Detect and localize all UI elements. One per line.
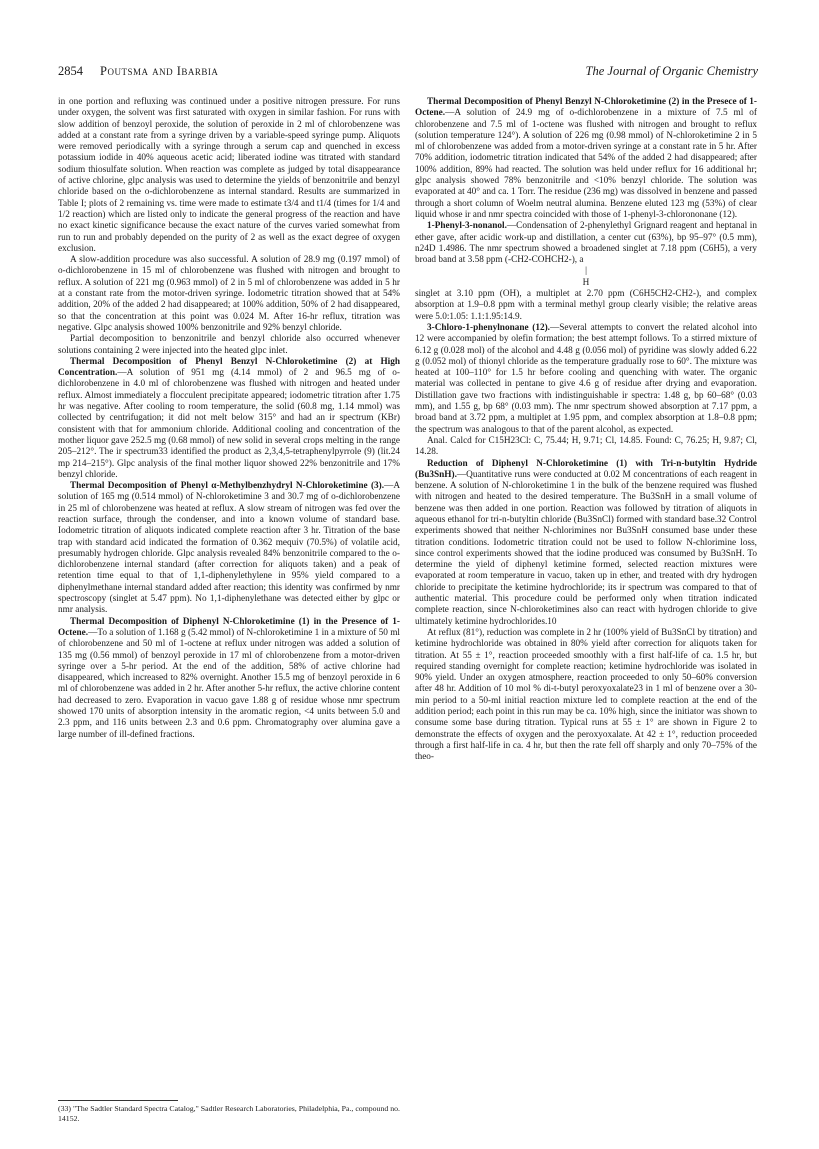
paragraph-text: —Several attempts to convert the related alcohol into 12 were accompanied by olefin formation; the best attempt follows. To a stirred mixture of 6.12 g (0.028 mol) of the alcohol and 4.48 g (0.056 mol) of pyridine was slowly added 6.22 g (0.052 mol) of thionyl chloride as the temperature gradually rose to 60°. The mixture was heated at 100–110° for 1.5 hr before cooling and quenching with water. The organic material was collected in pentane to give 4.6 g of residue after drying and evaporation. Distillation gave two fractions with indistinguishable ir spectra: 1.48 g, bp 60–68° (0.03 mm), and 1.55 g, bp 68° (0.03 mm). The nmr spectrum showed absorption at 7.17 ppm, a broad band at 3.72 ppm, a multiplet at 1.95 ppm, and complex absorption at 1.8–0.8 ppm; the spectrum was analogous to that of the parent alcohol, as expected. (415, 322, 757, 435)
paragraph-text: —To a solution of 1.168 g (5.42 mmol) of N-chloroketimine 1 in a mixture of 50 ml of chlorobenzene and 50 ml of 1-octene at reflux under nitrogen was added a solution of 135 mg (0.56 mmol) of benzoyl peroxide in 17 ml of chlorobenzene from a motor-driven syringe over a 5-hr period. At the end of the addition, 58% of active chlorine had disappeared, which increased to 82% overnight. Another 15.5 mg of benzoyl peroxide in 6 ml of chlorobenzene was added in 2 hr. After another 5-hr reflux, the active chlorine content had decreased to zero. Evaporation in vacuo gave 1.88 g of residue whose nmr spectrum showed 170 units of absorption intensity in the aromatic region, <4 units between 5.0 and 2.3 ppm, and 116 units between 2.3 and 0.6 ppm. Chromatography over alumina gave a large number of ill-defined fractions. (58, 627, 400, 740)
paragraph-text: in one portion and refluxing was continued under a positive nitrogen pressure. For runs under oxygen, the solvent was first saturated with oxygen in similar fashion. For runs with slow addition of benzoyl peroxide, the solution of peroxide in 2 ml of chlorobenzene was added at a constant rate from a syringe driven by a variable-speed syringe pump. Aliquots were removed periodically with a syringe through a serum cap and quenched in excess potassium iodide in 40% aqueous acetic acid; liberated iodine was titrated with standard sodium thiosulfate solution. When reaction was complete as judged by total disappearance of active chlorine, glpc analysis was used to determine the yields of benzonitrile and benzyl chloride based on the o-dichlorobenzene as internal standard. Results are summarized in Table I; plots of 2 remaining vs. time were made to estimate t3/4 and t1/4 (times for 1/4 and 1/2 reaction) which are listed only to indicate the general progress of the reaction and have no exact kinetic significance because the exact nature of the curves varied somewhat from run to run and probably depended on the purity of 2 as well as the exact degree of oxygen exclusion. (58, 97, 400, 254)
page-header (58, 64, 758, 80)
paragraph (415, 97, 757, 221)
paragraph (415, 221, 757, 266)
journal-title: The Journal of Organic Chemistry (585, 64, 758, 78)
paragraph-text: —Quantitative runs were conducted at 0.02 M concentrations of each reagent in benzene. A solution of N-chloroketimine 1 in the bulk of the benzene required was flushed with nitrogen and heated to the desired temperature. The Bu3SnH in a small volume of benzene was then added in one portion. Reaction was followed by titration of aliquots in aqueous ethanol for tri-n-butyltin chloride (Bu3SnCl) formed with standard base.32 Control experiments showed that neither N-chlorimines nor Bu3SnH consumed base under these titration conditions. Iodometric titration could not be used to follow N-chlorimine loss, since control experiments showed that the iodine produced was consumed by Bu3SnH. To determine the yield of diphenyl ketimine formed, selected reaction mixtures were evaporated at room temperature in vacuo, taken up in ether, and treated with dry hydrogen chloride to precipitate the ketimine hydrochloride; its ir spectrum was compared to that of authentic material. This procedure could be performed only when titration indicated complete reaction, since N-chloroketimines also can react with hydrogen chloride to give ultimately ketimine hydrochlorides.10 (415, 469, 757, 627)
paragraph (58, 617, 400, 741)
paragraph-text: singlet at 3.10 ppm (OH), a multiplet at 2.70 ppm (C6H5CH2-CH2-), and complex absorption at 1.9–0.8 ppm with a terminal methyl group clearly visible; the relative areas were 5.0:1.05: 1.1:1.95:14.9. (415, 289, 757, 322)
section-heading: Thermal Decomposition of Phenyl Benzyl N-Chloroketimine (2) in the Presece of 1-Octene. (415, 97, 757, 119)
paragraph-text: Anal. Calcd for C15H23Cl: C, 75.44; H, 9.71; Cl, 14.85. Found: C, 76.25; H, 9.87; Cl, 14.28. (415, 435, 757, 458)
paragraph-text: —A solution of 24.9 mg of o-dichlorobenzene in a mixture of 7.5 ml of chlorobenzene and 7.5 ml of 1-octene was flushed with nitrogen and brought to reflux (solution temperature 124°). A solution of 226 mg (0.98 mmol) of N-chloroketimine 2 in 5 ml of chlorobenzene was added from a motor-driven syringe at a constant rate in 5 hr. After 70% addition, iodometric titration indicated that 54% of the added 2 had disappeared; after 100% addition, 89% had reacted. The solution was held under reflux for 16 additional hr; glpc analysis showed 78% benzonitrile and <10% benzyl chloride. The solution was evaporated at 40° and ca. 1 Torr. The residue (236 mg) was dissolved in benzene and passed through a short column of Woelm neutral alumina. Benzene eluted 123 mg (53%) of clear liquid whose ir and nmr spectra coincided with those of 1-phenyl-3-chlorononane (12). (415, 108, 757, 220)
left-column (58, 97, 400, 1097)
section-heading: 1-Phenyl-3-nonanol. (427, 221, 507, 232)
page-number: 2854 (58, 64, 83, 78)
paragraph (58, 481, 400, 617)
right-column (415, 97, 757, 1097)
paragraph-text: —A solution of 951 mg (4.14 mmol) of 2 and 96.5 mg of o-dichlorobenzene in 4.0 ml of chlorobenzene was flushed with nitrogen and heated under reflux. Almost immediately a flocculent precipitate appeared; iodometric titration after 1.75 hr was negative. After cooling to room temperature, the solid (60.8 mg, 1.14 mmol) was collected by centrifugation; it did not melt below 315° and had an ir spectrum (KBr) consistent with that for ammonium chloride. Additional cooling and concentration of the mother liquor gave 252.5 mg (0.68 mmol) of new solid in several crops melting in the range 205–212°. The ir spectrum33 identified the product as 2,3,4,5-tetraphenylpyrrole (9) (lit.24 mp 214–215°). Glpc analysis of the final mother liquor showed 22% benzonitrile and 17% benzyl chloride. (58, 368, 400, 480)
paragraph-text: At reflux (81°), reduction was complete in 2 hr (100% yield of Bu3SnCl by titration) and ketimine hydrochloride was obtained in 80% yield after correction for aliquots taken for titration. At 55 ± 1°, reaction proceeded smoothly with a first half-life of ca. 1.5 hr, but required standing overnight for complete reaction; ketimine hydrochloride was isolated in 90% yield. Under an oxygen atmosphere, reaction proceeded to only 50–60% conversion after 48 hr. Addition of 10 mol % di-t-butyl peroxyoxalate23 in 1 ml of benzene over a 30-min period to a 50-ml initial reaction mixture led to complete reaction at the end of the addition period; each point in this run may be ca. 10% high, since the initiator was shown to consume some base during titration. Typical runs at 55 ± 1° are shown in Figure 2 to demonstrate the effects of oxygen and the peroxyoxalate. At 42 ± 1°, reduction proceeded through a first half-life in ca. 4 hr, but then the rate fell off sharply and only 70–75% of the theo- (415, 627, 757, 763)
footnote: (33) "The Sadtler Standard Spectra Catalog," Sadtler Research Laboratories, Philadelphia, Pa., compound no. 14152. (58, 1104, 400, 1123)
footnote-rule (58, 1100, 178, 1101)
section-heading: 3-Chloro-1-phenylnonane (12). (427, 322, 550, 333)
paragraph (58, 255, 400, 334)
running-authors: Poutsma and Ibarbia (100, 64, 219, 78)
paragraph (415, 436, 757, 459)
paragraph (415, 459, 757, 628)
section-heading: Thermal Decomposition of Diphenyl N-Chloroketimine (1) in the Presence of 1-Octene. (58, 616, 400, 638)
section-heading: Reduction of Diphenyl N-Chloroketimine (1) with Tri-n-butyltin Hydride (Bu3SnH). (415, 458, 757, 480)
paragraph (58, 97, 400, 255)
paragraph-text: A slow-addition procedure was also successful. A solution of 28.9 mg (0.197 mmol) of o-dichlorobenzene in 15 ml of chlorobenzene was flushed with nitrogen and brought to reflux. A solution of 221 mg (0.963 mmol) of 2 in 5 ml of chlorobenzene was added in 5 hr at a constant rate from the motor-driven syringe. Iodometric titration showed that at 54% addition, 20% of the added 2 had disappeared; at 100% addition, 50% of 2 had disappeared, so that the concentration at this point was 0.024 M. After 16-hr reflux, titration was negative. Glpc analysis showed 100% benzonitrile and 92% benzyl chloride. (58, 255, 400, 333)
paragraph-text: —Condensation of 2-phenylethyl Grignard reagent and heptanal in ether gave, after acidic work-up and distillation, a center cut (63%), bp 95–97° (0.5 mm), n24D 1.4986. The nmr spectrum showed a broadened singlet at 7.18 ppm (C6H5), a very broad band at 3.58 ppm (-CH2-COHCH2-), a (415, 221, 757, 266)
structure-mark: | (585, 266, 587, 277)
paragraph (415, 289, 757, 323)
paragraph-text: —A solution of 165 mg (0.514 mmol) of N-chloroketimine 3 and 30.7 mg of o-dichlorobenzene in 25 ml of chlorobenzene was heated at reflux. A slow stream of nitrogen was fed over the reaction surface, through the condenser, and into a known volume of standard base. Iodometric titration of aliquots indicated complete reaction after 3 hr. Titration of the base trap with standard acid indicated the formation of 0.362 mequiv (70.5%) of volatile acid, presumably hydrogen chloride. Glpc analysis revealed 84% benzonitrile compared to the o-dichlorobenzene internal standard (after correction for aliquots taken) and a peak of retention time equal to that of 1,1-diphenylethylene in 95% yield compared to a diphenylmethane internal standard added after reaction; this identity was confirmed by nmr spectroscopy (singlet at 5.47 ppm). No 1,1-diphenylethane was detected either by glpc or nmr analysis. (58, 481, 400, 616)
section-heading: Thermal Decomposition of Phenyl Benzyl N-Chloroketimine (2) at High Concentration. (58, 356, 400, 379)
paragraph (415, 323, 757, 436)
paragraph (415, 628, 757, 764)
paragraph (58, 357, 400, 481)
paragraph-text: Partial decomposition to benzonitrile and benzyl chloride also occurred whenever solutions containing 2 were injected into the heated glpc inlet. (58, 334, 400, 356)
structure-mark: H (582, 277, 590, 288)
paragraph (58, 334, 400, 357)
section-heading: Thermal Decomposition of Phenyl α-Methylbenzhydryl N-Chloroketimine (3). (70, 481, 385, 492)
